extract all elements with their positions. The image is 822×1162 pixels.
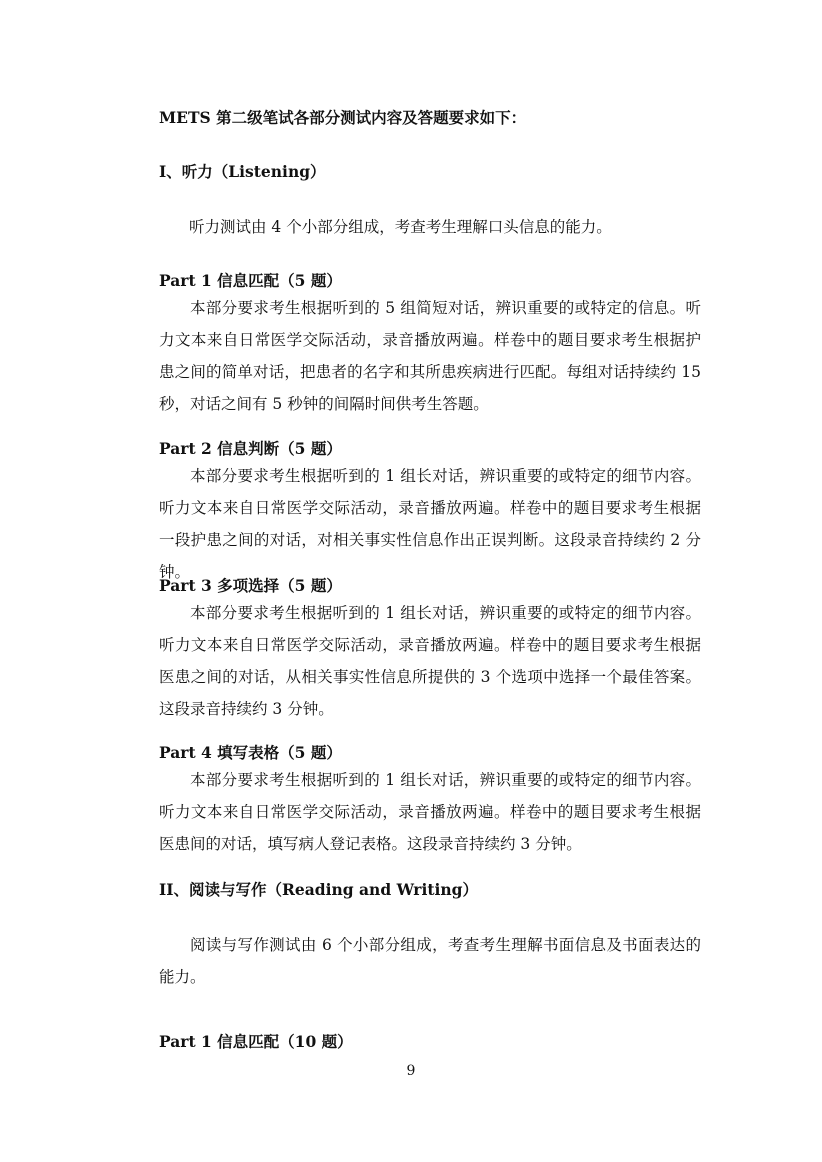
intro-title: METS 第二级笔试各部分测试内容及答题要求如下： xyxy=(159,108,527,127)
listening-part-1-text: 本部分要求考生根据听到的 5 组简短对话，辨识重要的或特定的信息。听力文本来自日常医学交际活动，录音播放两遍。样卷中的题目要求考生根据护患之间的简单对话，把患者的名字和其所患疾病进行匹配。每组对话持续约 15 秒，对话之间有 5 秒钟的间隔时间供考生答题。 xyxy=(159,299,701,413)
page-number: 9 xyxy=(406,1063,416,1079)
reading-writing-part-1-title: Part 1 信息匹配（10 题） xyxy=(159,1032,353,1051)
listening-intro: 听力测试由 4 个小部分组成，考查考生理解口头信息的能力。 xyxy=(189,218,612,236)
listening-part-2-text: 本部分要求考生根据听到的 1 组长对话，辨识重要的或特定的细节内容。听力文本来自日常医学交际活动，录音播放两遍。样卷中的题目要求考生根据一段护患之间的对话，对相关事实性信息作出正误判断。这段录音持续约 2 分钟。 xyxy=(159,467,701,581)
reading-writing-heading: II、阅读与写作（Reading and Writing） xyxy=(159,880,478,899)
listening-part-3-title: Part 3 多项选择（5 题） xyxy=(159,576,342,595)
listening-part-4-text: 本部分要求考生根据听到的 1 组长对话，辨识重要的或特定的细节内容。听力文本来自日常医学交际活动，录音播放两遍。样卷中的题目要求考生根据医患间的对话，填写病人登记表格。这段录音持续约 3 分钟。 xyxy=(159,771,701,853)
listening-heading: I、听力（Listening） xyxy=(159,162,326,181)
listening-part-3-text: 本部分要求考生根据听到的 1 组长对话，辨识重要的或特定的细节内容。听力文本来自日常医学交际活动，录音播放两遍。样卷中的题目要求考生根据医患之间的对话，从相关事实性信息所提供的 3 个选项中选择一个最佳答案。这段录音持续约 3 分钟。 xyxy=(159,604,701,718)
listening-part-4-title: Part 4 填写表格（5 题） xyxy=(159,743,342,762)
listening-part-1-title: Part 1 信息匹配（5 题） xyxy=(159,271,342,290)
reading-writing-intro: 阅读与写作测试由 6 个小部分组成，考查考生理解书面信息及书面表达的能力。 xyxy=(159,936,701,986)
listening-part-2-title: Part 2 信息判断（5 题） xyxy=(159,439,342,458)
